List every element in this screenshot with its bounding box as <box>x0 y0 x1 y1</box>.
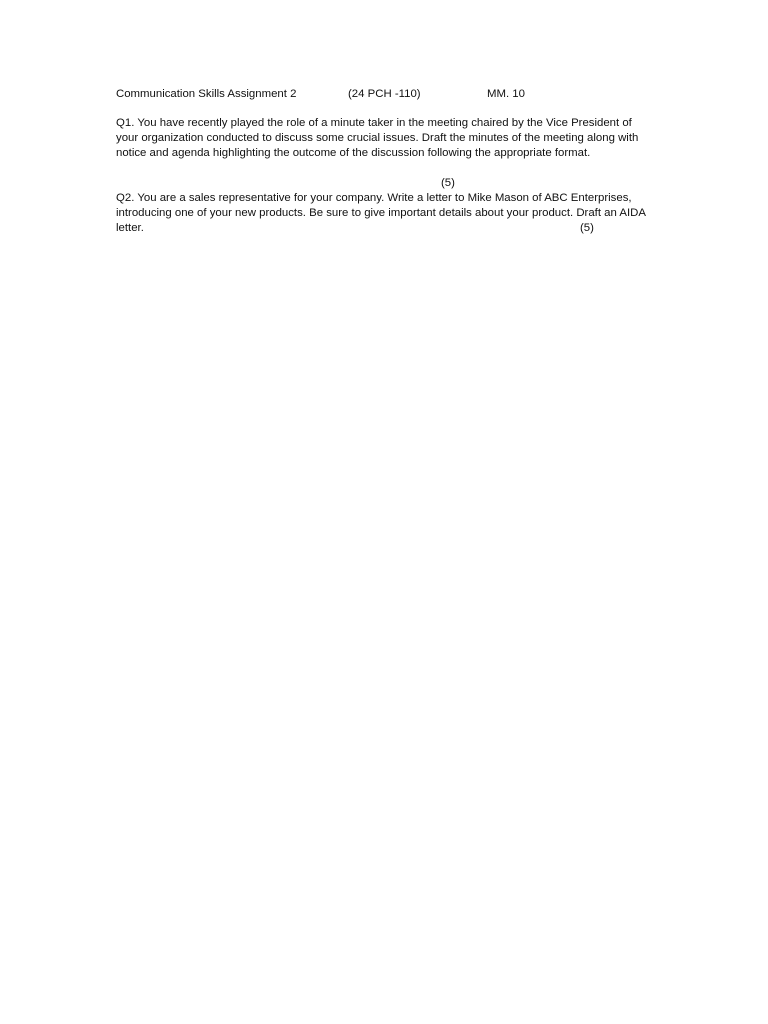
assignment-header <box>116 87 656 102</box>
question-1-text: Q1. You have recently played the role of a minute taker in the meeting chaired by the Vice President of your organization conducted to discuss some crucial issues. Draft the minutes of the meeting along with notice and agenda highlighting the outcome of the discussion following the appropriate format. <box>116 117 639 159</box>
question-2-marks: (5) <box>580 222 594 234</box>
maximum-marks: MM. 10 <box>487 88 525 100</box>
course-code: (24 PCH -110) <box>348 88 421 100</box>
document-body <box>116 87 656 236</box>
question-2-text: Q2. You are a sales representative for your company. Write a letter to Mike Mason of ABC Enterprises, introducing one of your new products. Be sure to give important details about your product. Draft an AIDA letter. <box>116 192 646 234</box>
assignment-title: Communication Skills Assignment 2 <box>116 88 297 100</box>
question-2 <box>116 191 656 236</box>
question-1-marks-line <box>116 176 656 191</box>
question-1-marks: (5) <box>441 177 455 189</box>
